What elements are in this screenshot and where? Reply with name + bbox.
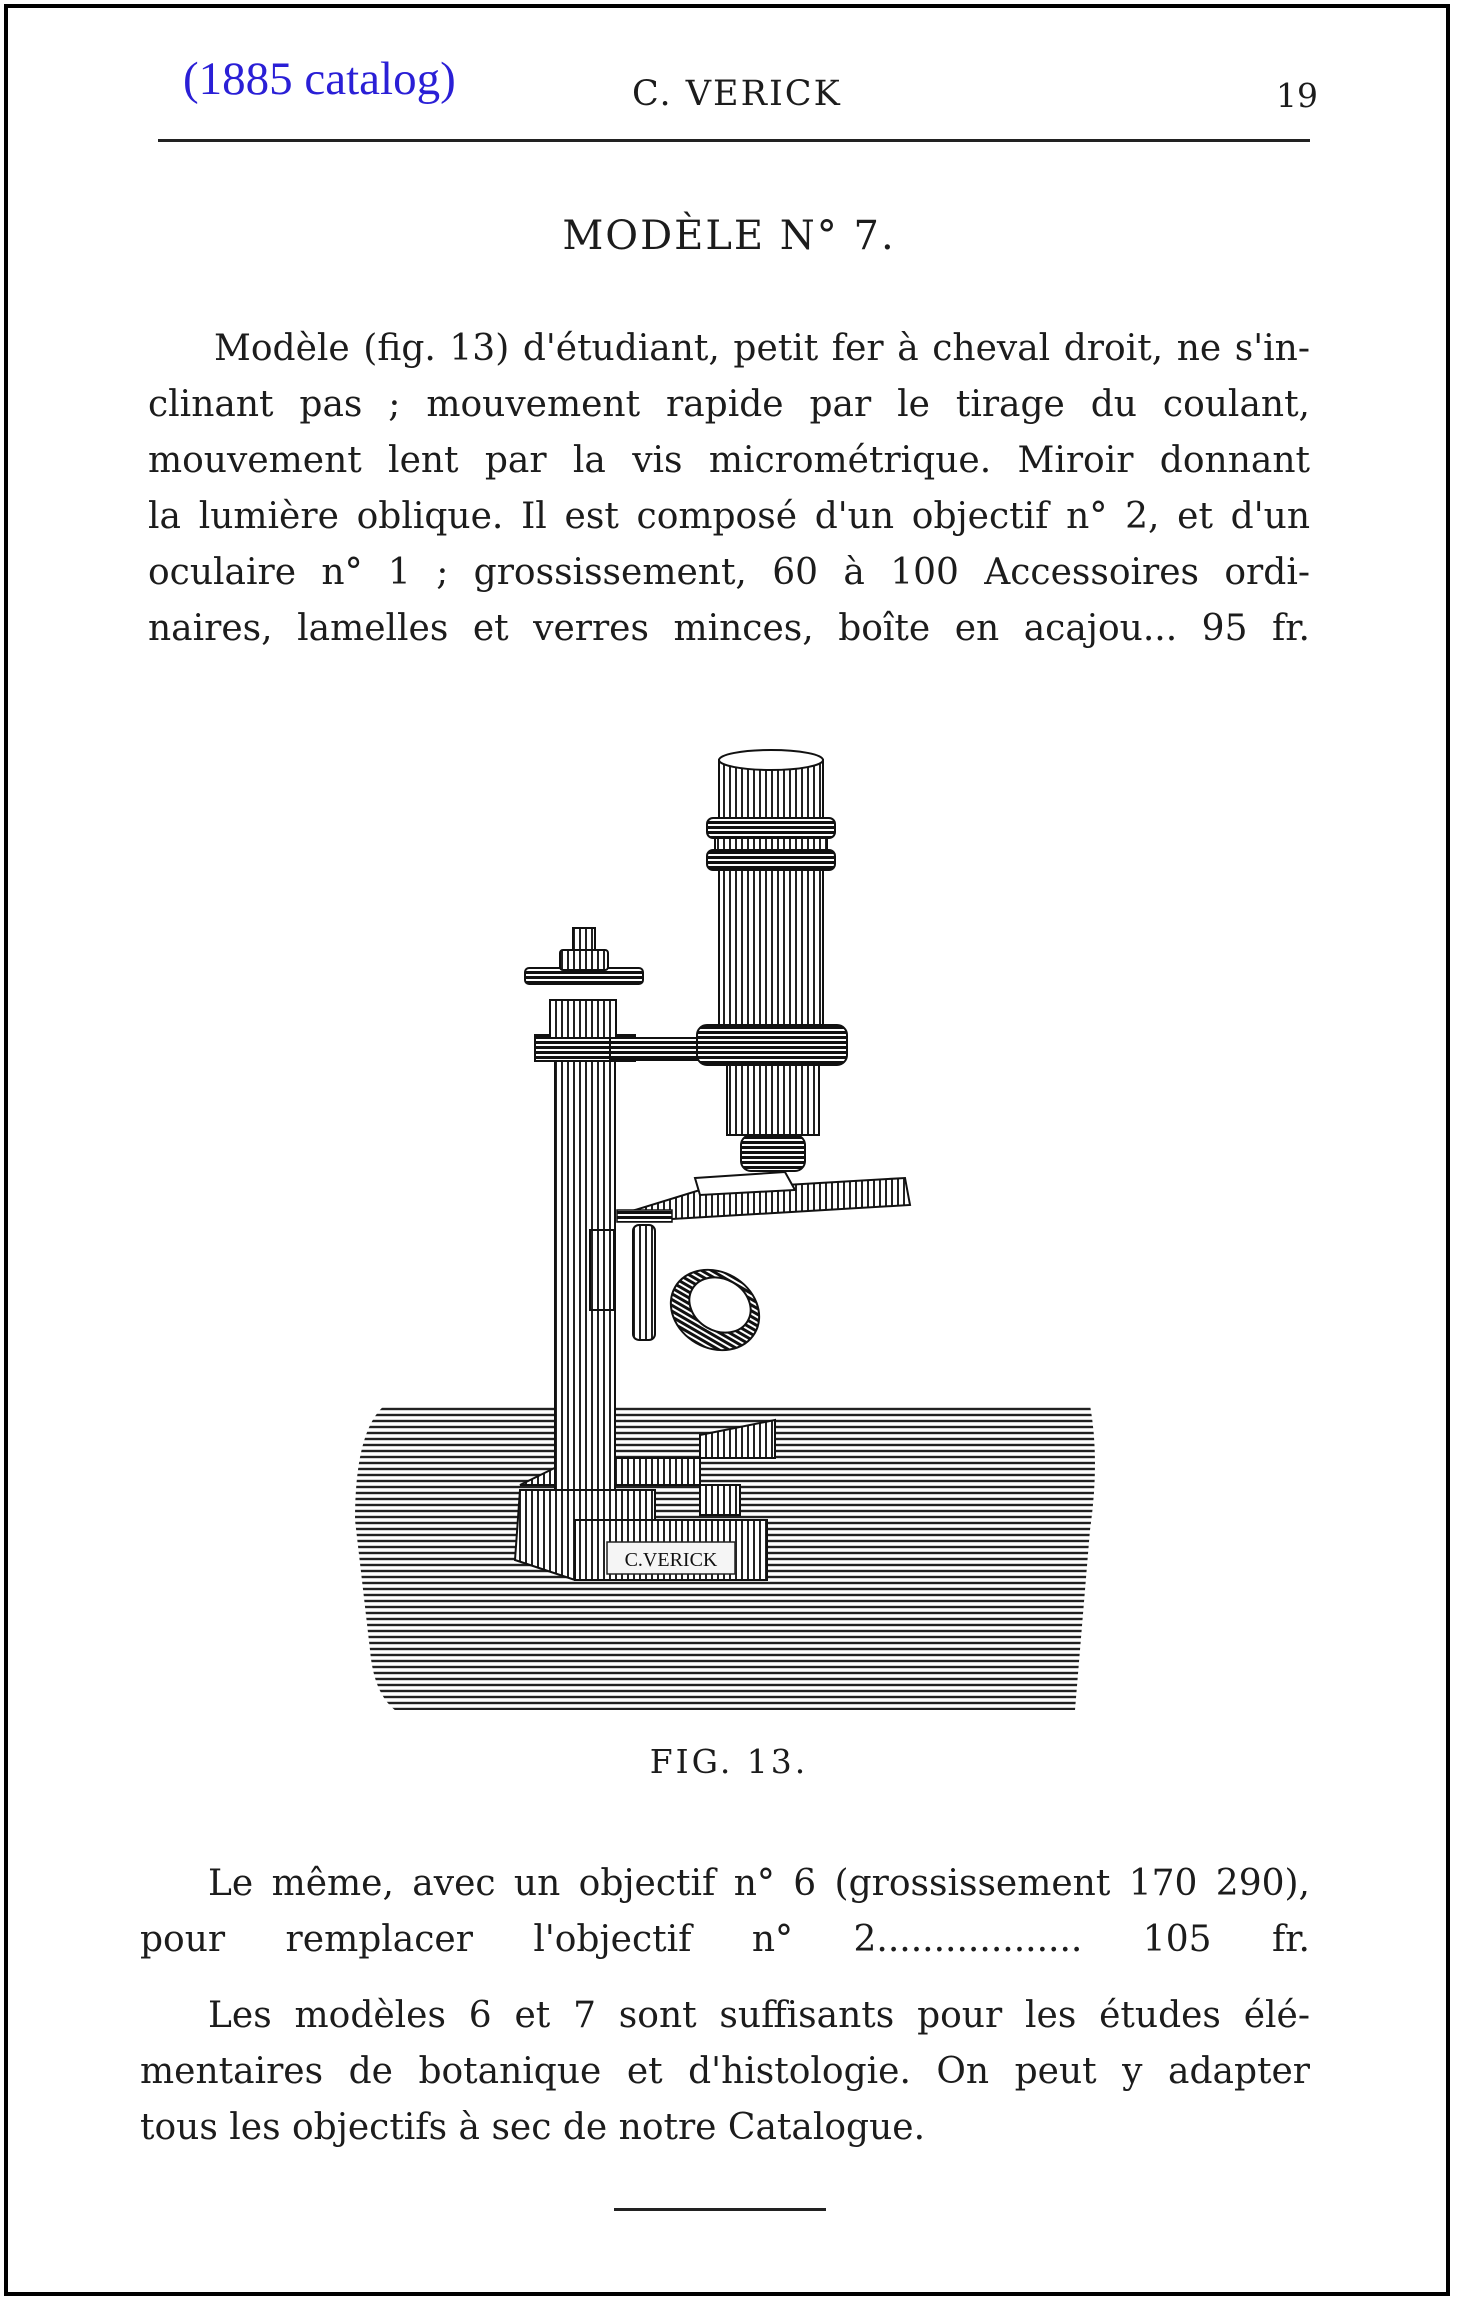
mirror bbox=[633, 1225, 774, 1366]
section-title: MODÈLE N° 7. bbox=[562, 213, 896, 259]
base-engraved-label: C.VERICK bbox=[624, 1549, 718, 1571]
body-tube bbox=[697, 750, 847, 1171]
text-line: Modèle (fig. 13) d'étudiant, petit fer à cheval droit, ne s'in- bbox=[214, 328, 1310, 369]
fine-focus-knob bbox=[525, 928, 643, 984]
text-line: pour remplacer l'objectif n° 2.................. 105 fr. bbox=[140, 1919, 1310, 1960]
text-line: Les modèles 6 et 7 sont suffisants pour les études élé- bbox=[208, 1995, 1310, 2036]
text-line: oculaire n° 1 ; grossissement, 60 à 100 Accessoires ordi- bbox=[148, 552, 1310, 593]
text-line: naires, lamelles et verres minces, boîte en acajou... 95 fr. bbox=[148, 608, 1310, 649]
text-line: clinant pas ; mouvement rapide par le tirage du coulant, bbox=[148, 384, 1310, 425]
figure-caption: FIG. 13. bbox=[649, 1742, 809, 1781]
arm bbox=[610, 1038, 700, 1060]
running-head: C. VERICK bbox=[632, 74, 842, 114]
text-line: mentaires de botanique et d'histologie. On peut y adapter bbox=[140, 2051, 1310, 2092]
usage-paragraph bbox=[140, 1988, 1310, 2156]
header-rule bbox=[158, 139, 1310, 142]
text-line: Le même, avec un objectif n° 6 (grossissement 170 290), bbox=[208, 1863, 1310, 1904]
description-paragraph bbox=[148, 321, 1310, 657]
text-line: la lumière oblique. Il est composé d'un objectif n° 2, et d'un bbox=[148, 496, 1310, 537]
page-number: 19 bbox=[1276, 76, 1318, 115]
text-line: tous les objectifs à sec de notre Catalogue. bbox=[140, 2107, 926, 2148]
text-line: mouvement lent par la vis micrométrique. Miroir donnant bbox=[148, 440, 1310, 481]
footer-rule bbox=[614, 2208, 826, 2211]
variant-paragraph bbox=[140, 1856, 1310, 1968]
microscope-engraving bbox=[355, 700, 1095, 1710]
catalog-annotation: (1885 catalog) bbox=[183, 53, 456, 105]
